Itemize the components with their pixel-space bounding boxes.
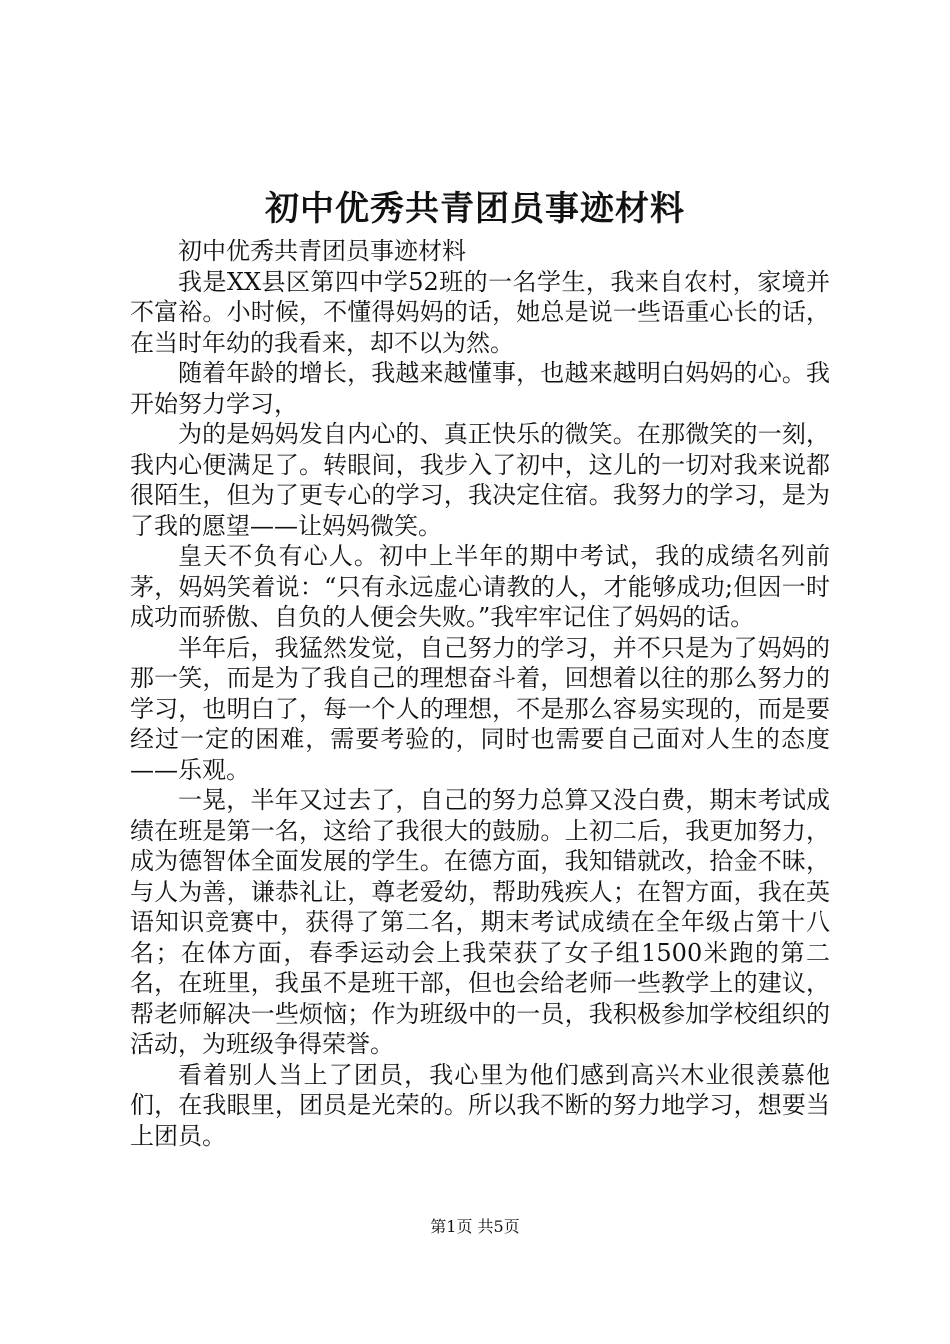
paragraph: 随着年龄的增长，我越来越懂事，也越来越明白妈妈的心。我开始努力学习， [130, 359, 830, 418]
paragraph: 看着别人当上了团员，我心里为他们感到高兴木业很羡慕他们，在我眼里，团员是光荣的。所以我不断的努力地学习，想要当上团员。 [130, 1060, 830, 1150]
document-title: 初中优秀共青团员事迹材料 [265, 189, 685, 229]
paragraph: 我是XX县区第四中学52班的一名学生，我来自农村，家境并不富裕。小时候，不懂得妈妈的话，她总是说一些语重心长的话，在当时年幼的我看来，却不以为然。 [130, 267, 830, 357]
paragraph: 半年后，我猛然发觉，自己努力的学习，并不只是为了妈妈的那一笑，而是为了我自己的理想奋斗着，回想着以往的那么努力的学习，也明白了，每一个人的理想，不是那么容易实现的，而是要经过一定的困难，需要考验的，同时也需要自己面对人生的态度——乐观。 [130, 633, 830, 784]
document-body [130, 236, 830, 1151]
paragraph-subtitle: 初中优秀共青团员事迹材料 [178, 237, 466, 265]
paragraph: 为的是妈妈发自内心的、真正快乐的微笑。在那微笑的一刻，我内心便满足了。转眼间，我步入了初中，这儿的一切对我来说都很陌生，但为了更专心的学习，我决定住宿。我努力的学习，是为了我的愿望——让妈妈微笑。 [130, 420, 830, 540]
page-number-footer: 第1页 共5页 [430, 1217, 520, 1236]
paragraph: 一晃，半年又过去了，自己的努力总算又没白费，期末考试成绩在班是第一名，这给了我很大的鼓励。上初二后，我更加努力，成为德智体全面发展的学生。在德方面，我知错就改，拾金不昧，与人为善，谦恭礼让，尊老爱幼，帮助残疾人；在智方面，我在英语知识竞赛中，获得了第二名，期末考试成绩在全年级占第十八名；在体方面，春季运动会上我荣获了女子组1500米跑的第二名，在班里，我虽不是班干部，但也会给老师一些教学上的建议，帮老师解决一些烦恼；作为班级中的一员，我积极参加学校组织的活动，为班级争得荣誉。 [130, 786, 830, 1058]
paragraph: 皇天不负有心人。初中上半年的期中考试，我的成绩名列前茅，妈妈笑着说：“只有永远虚心请教的人，才能够成功;但因一时成功而骄傲、自负的人便会失败。”我牢牢记住了妈妈的话。 [130, 542, 830, 631]
